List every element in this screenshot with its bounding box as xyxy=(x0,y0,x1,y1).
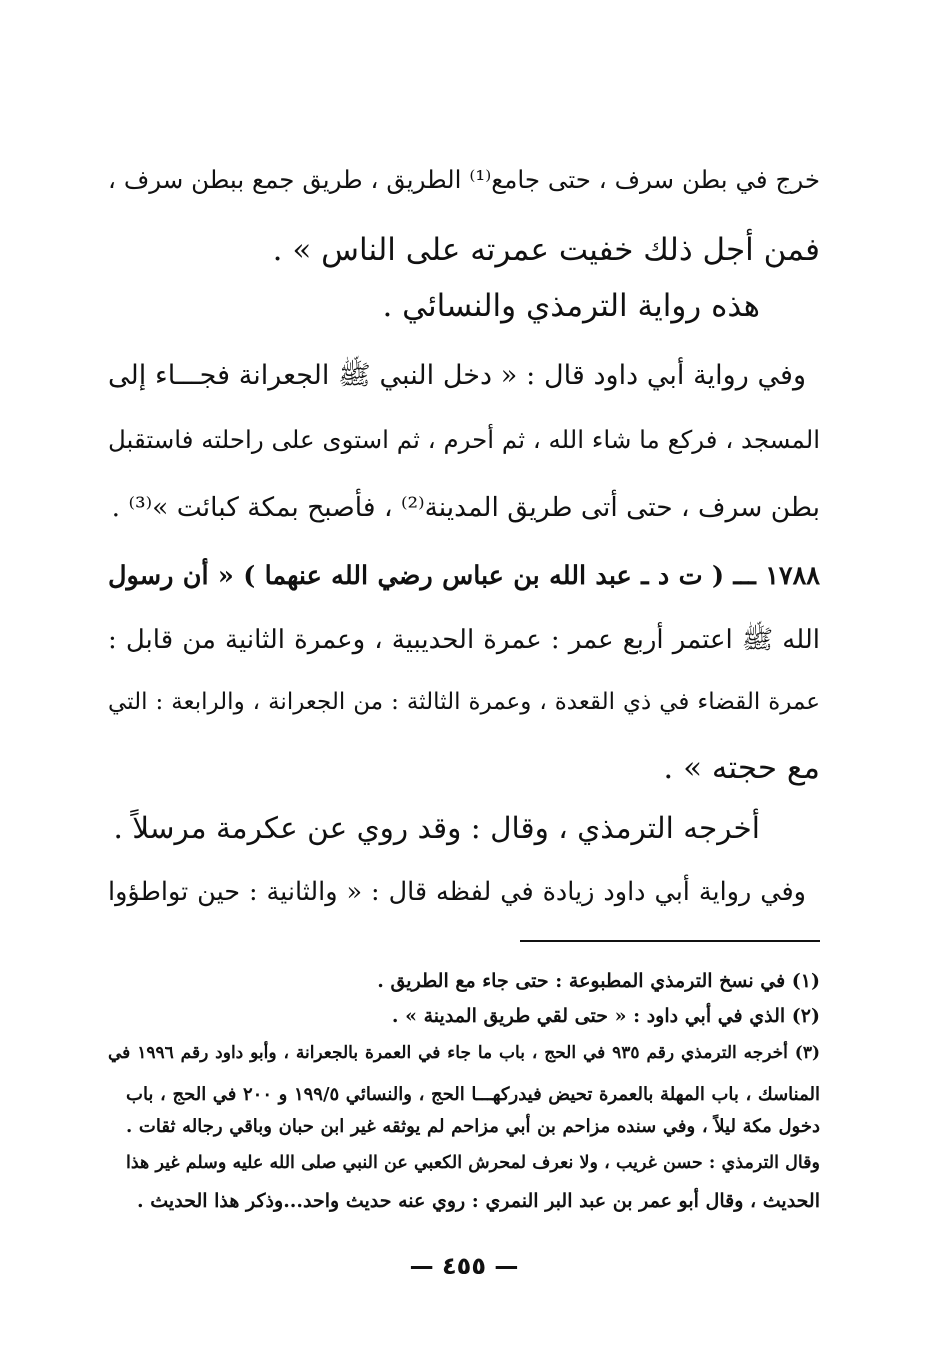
footnote-3-line-3: دخول مكة ليلاً ، وفي سنده مزاحم بن أبي مزاحم لم يوثقه غير ابن حبان وباقي رجاله ثقات . xyxy=(126,1116,820,1137)
body-line-11: أخرجه الترمذي ، وقال : وقد روي عن عكرمة مرسلاً . xyxy=(113,811,760,845)
hadith-heading-line: ١٧٨٨ ـــ ( ت د ـ عبد الله بن عباس رضي الله عنهما ) « أن رسول xyxy=(108,561,820,591)
footnote-3-line-4: وقال الترمذي : حسن غريب ، ولا نعرف لمحرش الكعبي عن النبي صلى الله عليه وسلم غير هذا xyxy=(126,1153,820,1173)
body-line-4: وفي رواية أبي داود قال : « دخل النبي ﷺ الجعرانة فجـــاء إلى xyxy=(108,360,806,391)
page-number: — ٤٥٥ — xyxy=(409,1252,519,1280)
footnote-3-line-2: المناسك ، باب المهلة بالعمرة تحيض فيدركهـــا الحج ، والنسائي ١٩٩/٥ و ٢٠٠ في الحج ، باب xyxy=(126,1084,820,1105)
footnote-3-line-5: الحديث ، وقال أبو عمر بن عبد البر النمري : روي عنه حديث واحد...وذكر هذا الحديث . xyxy=(137,1190,820,1212)
body-line-5: المسجد ، فركع ما شاء الله ، ثم أحرم ، ثم استوى على راحلته فاستقبل xyxy=(108,425,820,454)
footnote-divider xyxy=(520,940,820,942)
body-line-3: هذه رواية الترمذي والنسائي . xyxy=(382,288,760,324)
body-line-1: خرج في بطن سرف ، حتى جامع⁽¹⁾ الطريق ، طريق جمع ببطن سرف ، xyxy=(108,165,820,194)
footnote-2: (٢) الذي في أبي داود : « حتى لقي طريق المدينة » . xyxy=(391,1005,820,1027)
footnote-3-line-1: (٣) أخرجه الترمذي رقم ٩٣٥ في الحج ، باب ما جاء في العمرة بالجعرانة ، وأبو داود رقم ١٩٩٦ في xyxy=(108,1043,821,1063)
body-line-6: بطن سرف ، حتى أتى طريق المدينة⁽²⁾ ، فأصبح بمكة كبائت »⁽³⁾ . xyxy=(111,492,820,523)
footnote-1: (١) في نسخ الترمذي المطبوعة : حتى جاء مع الطريق . xyxy=(377,970,820,992)
body-line-2: فمن أجل ذلك خفيت عمرته على الناس » . xyxy=(272,232,820,268)
body-line-10: مع حجته » . xyxy=(663,750,820,786)
body-line-9: عمرة القضاء في ذي القعدة ، وعمرة الثالثة : من الجعرانة ، والرابعة : التي xyxy=(108,689,820,715)
body-line-12: وفي رواية أبي داود زيادة في لفظه قال : « والثانية : حين تواطؤوا xyxy=(108,877,806,907)
body-line-8: الله ﷺ اعتمر أربع عمر : عمرة الحديبية ، وعمرة الثانية من قابل : xyxy=(108,625,820,655)
